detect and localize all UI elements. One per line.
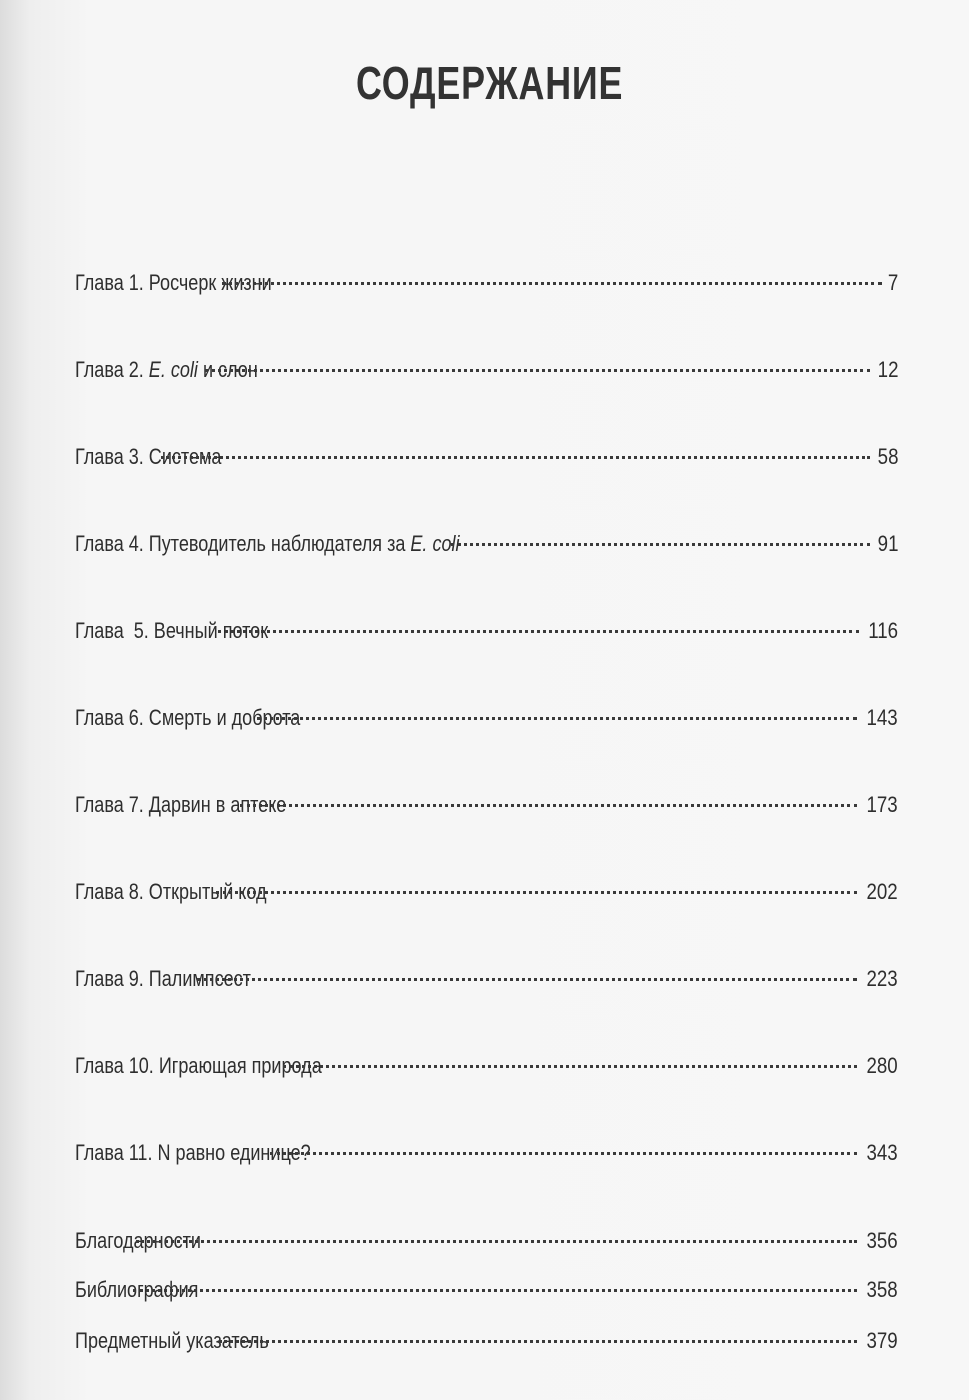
toc-entry-page: 7 <box>887 270 898 295</box>
toc-entry-page: 280 <box>866 1053 898 1078</box>
toc-leader-dots <box>136 1240 857 1243</box>
toc-entry-page: 58 <box>877 444 898 469</box>
toc-entry-label: Глава 3. Система <box>75 444 222 469</box>
toc-entry-page: 143 <box>866 705 898 730</box>
toc-entry-bibliography <box>75 1277 898 1309</box>
toc-entry-label: Глава 10. Играющая природа <box>75 1053 322 1078</box>
toc-entry-label: Глава 4. Путеводитель наблюдателя за E. coli <box>75 531 460 556</box>
toc-leader-dots <box>257 717 857 720</box>
toc-entry-page: 358 <box>866 1277 898 1302</box>
toc-entry-page: 202 <box>866 879 898 904</box>
toc-entry-label: Глава 9. Палимпсест <box>75 966 251 991</box>
toc-entry-chapter-4 <box>75 531 898 563</box>
toc-leader-dots <box>451 543 869 546</box>
toc-entry-label: Библиография <box>75 1277 199 1302</box>
toc-entry-chapter-11 <box>75 1140 898 1172</box>
toc-entry-page: 116 <box>868 618 898 643</box>
toc-entry-chapter-9 <box>75 966 898 998</box>
toc-entry-page: 223 <box>866 966 898 991</box>
toc-entry-chapter-6 <box>75 705 898 737</box>
toc-leader-dots <box>161 456 870 459</box>
toc-entry-chapter-8 <box>75 879 898 911</box>
toc-leader-dots <box>219 1340 858 1343</box>
toc-leader-dots <box>216 891 857 894</box>
toc-entry-page: 91 <box>877 531 898 556</box>
toc-entry-chapter-3 <box>75 444 898 476</box>
toc-entry-page: 173 <box>866 792 898 817</box>
toc-entry-chapter-1 <box>75 270 898 302</box>
page-title: СОДЕРЖАНИЕ <box>356 57 624 109</box>
toc-entry-page: 343 <box>866 1140 898 1165</box>
toc-entry-subject-index <box>75 1328 898 1360</box>
toc-entry-label: Глава 11. N равно единице? <box>75 1140 311 1165</box>
toc-entry-label: Глава 6. Смерть и доброта <box>75 705 301 730</box>
toc-entry-chapter-5 <box>75 618 898 650</box>
toc-entry-chapter-7 <box>75 792 898 824</box>
toc-entry-page: 379 <box>866 1328 898 1353</box>
toc-entry-label: Глава 7. Дарвин в аптеке <box>75 792 287 817</box>
species-name-italic: E. coli <box>148 357 198 382</box>
toc-leader-dots <box>197 978 858 981</box>
toc-leader-dots <box>222 282 882 285</box>
toc-entry-label: Благодарности <box>75 1228 201 1253</box>
toc-leader-dots <box>270 1152 858 1155</box>
toc-entry-label: Глава 2. E. coli и слон <box>75 357 258 382</box>
toc-leader-dots <box>133 1289 858 1292</box>
toc-entry-label: Глава 5. Вечный поток <box>75 618 269 643</box>
toc-entry-chapter-10 <box>75 1053 898 1085</box>
toc-entry-acknowledgements <box>75 1228 898 1260</box>
toc-entry-label: Предметный указатель <box>75 1328 269 1353</box>
toc-leader-dots <box>218 630 859 633</box>
toc-leader-dots <box>205 369 869 372</box>
species-name-italic: E. coli <box>410 531 460 556</box>
toc-entry-page: 356 <box>866 1228 898 1253</box>
toc-entry-page: 12 <box>877 357 898 382</box>
toc-entry-chapter-2 <box>75 357 898 389</box>
toc-entry-label: Глава 8. Открытый код <box>75 879 267 904</box>
toc-entry-label: Глава 1. Росчерк жизни <box>75 270 272 295</box>
toc-leader-dots <box>283 1065 857 1068</box>
toc-leader-dots <box>240 804 857 807</box>
